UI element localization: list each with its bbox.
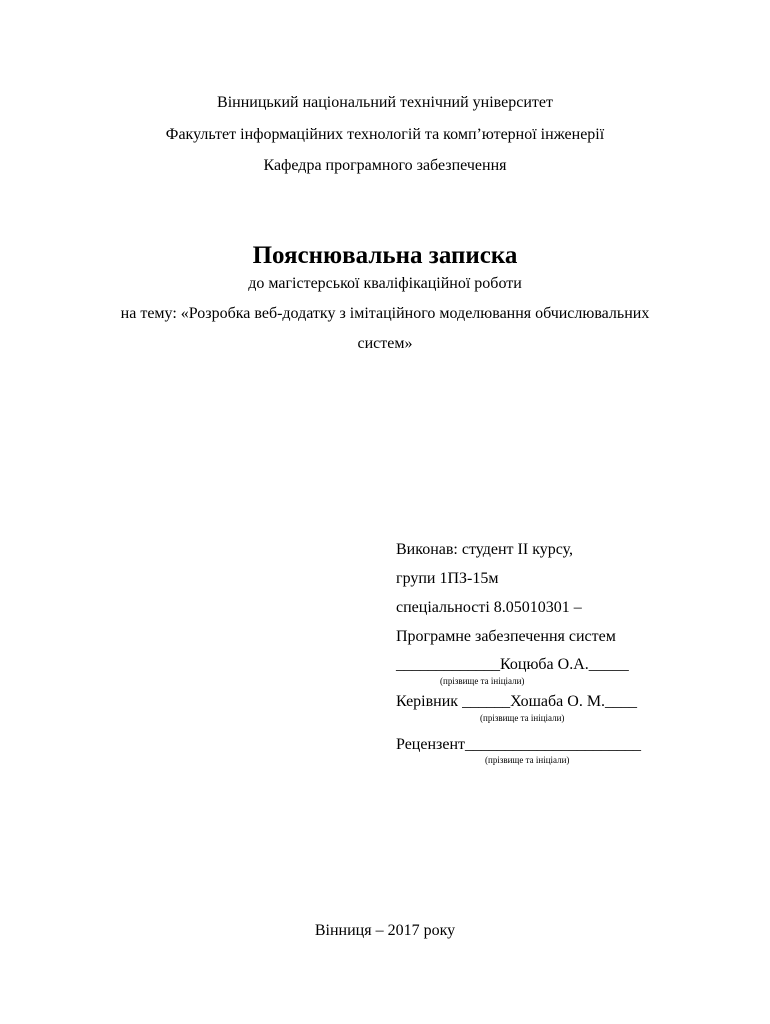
performer-line-3: спеціальності 8.05010301 – bbox=[396, 599, 582, 616]
supervisor-line: Керівник ______Хошаба О. М.____ bbox=[396, 693, 638, 710]
document-subtitle: до магістерської кваліфікаційної роботи bbox=[248, 275, 522, 292]
city-year: Вінниця – 2017 року bbox=[314, 922, 456, 939]
university-name: Вінницький національний технічний університет bbox=[217, 94, 553, 111]
document-title: Пояснювальна записка bbox=[252, 242, 518, 269]
topic-line-2: систем» bbox=[357, 335, 413, 352]
faculty-name: Факультет інформаційних технологій та комп’ютерної інженерії bbox=[165, 126, 605, 143]
performer-hint: (прізвище та ініціали) bbox=[440, 676, 525, 686]
performer-line-2: групи 1ПЗ-15м bbox=[396, 570, 499, 587]
performer-signature: _____________Коцюба О.А._____ bbox=[396, 656, 629, 673]
reviewer-line: Рецензент______________________ bbox=[396, 736, 641, 753]
performer-line-1: Виконав: студент ІІ курсу, bbox=[396, 541, 574, 558]
reviewer-hint: (прізвище та ініціали) bbox=[485, 755, 570, 765]
supervisor-hint: (прізвище та ініціали) bbox=[480, 713, 565, 723]
performer-line-4: Програмне забезпечення систем bbox=[396, 628, 616, 645]
topic-line-1: на тему: «Розробка веб-додатку з імітаційного моделювання обчислювальних bbox=[120, 305, 650, 322]
department-name: Кафедра програмного забезпечення bbox=[263, 157, 507, 174]
